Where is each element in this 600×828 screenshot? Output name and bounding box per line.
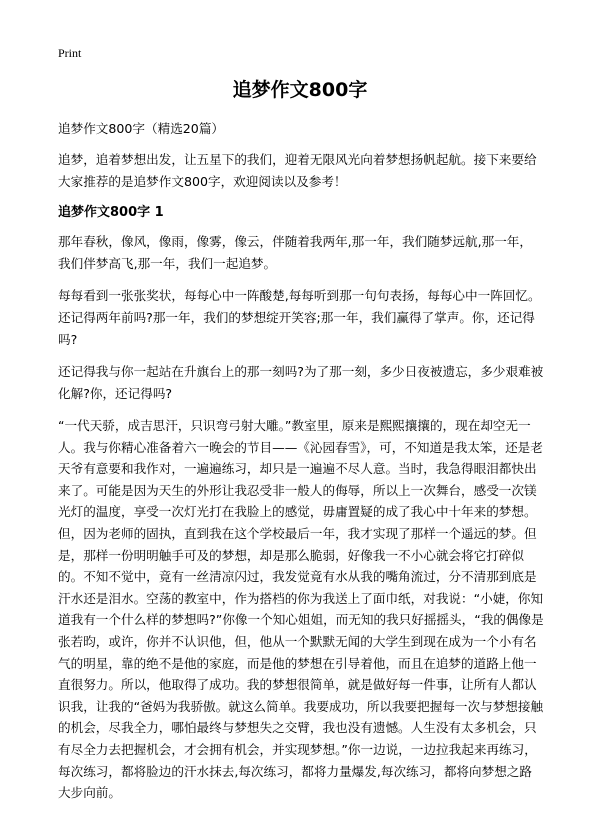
body-paragraph: 还记得我与你一起站在升旗台上的那一刻吗?为了那一刻，多少日夜被遗忘，多少艰难被化解?你，还记得吗? bbox=[58, 364, 544, 401]
body-paragraph: 那年春秋，像风，像雨，像雾，像云，伴随着我两年,那一年，我们随梦远航,那一年，我们伴梦高飞,那一年，我们一起追梦。 bbox=[58, 234, 532, 271]
page-title: 追梦作文800字 bbox=[232, 79, 368, 101]
body-paragraph: “一代天骄，成吉思汗，只识弯弓射大雕。”教室里，原来是熙熙攘攘的，现在却空无一人。我与你精心准备着六一晚会的节目——《沁园春雪》，可，不知道是我太笨，还是老天爷有意要和我作对，一遍遍练习，却只是一遍遍不尽人意。当时，我急得眼泪都快出来了。可能是因为天生的外形让我忍受非一般人的侮辱，所以上一次舞台，感受一次镁光灯的温度，享受一次灯光打在我脸上的感觉，毋庸置疑的成了我心中十年来的梦想。但，因为老师的固执，直到我在这个学校最后一年，我才实现了那样一个遥远的梦。但是，那样一份明明触手可及的梦想，却是那么脆弱，好像我一不小心就会将它打碎似的。不知不觉中，竟有一丝清凉闪过，我发觉竟有水从我的嘴角流过，分不清那到底是汗水还是泪水。空荡的教室中，作为搭档的你为我送上了面巾纸，对我说：“小婕，你知道我有一个什么样的梦想吗?”你像一个知心姐姐，而无知的我只好摇摇头，“我的偶像是张若昀，或许，你并不认识他，但，他从一个默默无闻的大学生到现在成为一个小有名气的明星，靠的绝不是他的家庭，而是他的梦想在引导着他，而且在追梦的道路上他一直很努力。所以，他取得了成功。我的梦想很简单，就是做好每一件事，让所有人都认识我，让我的“爸妈为我骄傲。就这么简单。我要成功，所以我要把握每一次与梦想接触的机会，尽我全力，哪怕最终与梦想失之交臂，我也没有遗憾。人生没有太多机会，只有尽全力去把握机会，才会拥有机会，并实现梦想。”你一边说，一边拉我起来再练习，每次练习，都将脸边的汗水抹去,每次练习，都将力量爆发,每次练习，都将向梦想之路大步向前。 bbox=[58, 418, 544, 801]
intro-paragraph: 追梦，追着梦想出发，让五星下的我们，迎着无限风光向着梦想扬帆起航。接下来要给大家推荐的是追梦作文800字，欢迎阅读以及参考！ bbox=[58, 152, 537, 189]
body-paragraph: 每每看到一张张奖状，每每心中一阵酸楚,每每听到那一句句表扬，每每心中一阵回忆。还记得两年前吗?那一年，我们的梦想绽开笑容;那一年，我们赢得了掌声。你，还记得吗? bbox=[58, 288, 541, 347]
section-heading: 追梦作文800字 1 bbox=[58, 205, 164, 220]
article-subtitle: 追梦作文800字（精选20篇） bbox=[58, 121, 225, 136]
print-link[interactable]: Print bbox=[58, 46, 82, 60]
article-body bbox=[58, 118, 544, 814]
